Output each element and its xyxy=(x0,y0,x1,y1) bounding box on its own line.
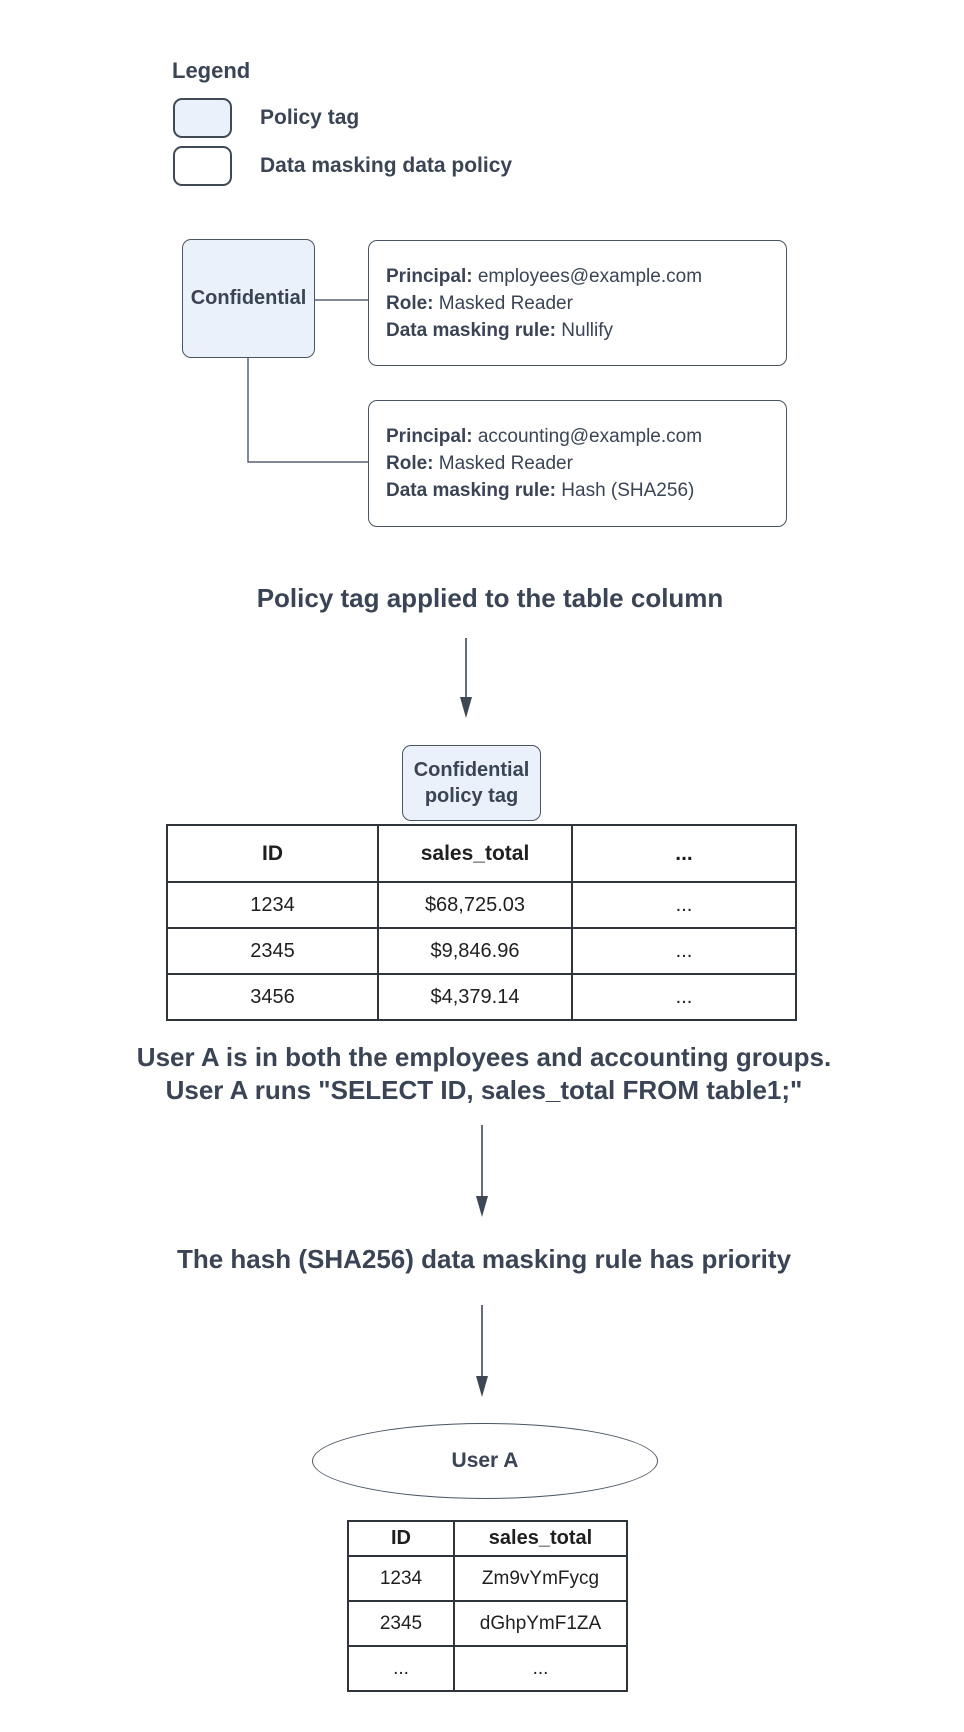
table-row: 2345 $9,846.96 ... xyxy=(167,928,796,974)
policy-masking-rule: Data masking rule: Hash (SHA256) xyxy=(386,480,695,501)
policy-tag-label: Confidential xyxy=(190,287,307,309)
table-row: 3456 $4,379.14 ... xyxy=(167,974,796,1020)
badge-line1: Confidential xyxy=(413,759,530,781)
policy-masking-rule: Data masking rule: Nullify xyxy=(386,319,614,341)
table-row: ... ... xyxy=(348,1646,627,1691)
result-table xyxy=(347,1520,628,1692)
col-id: ID xyxy=(167,825,378,882)
policy-role: Role: Masked Reader xyxy=(386,292,573,314)
arrow-down-2 xyxy=(476,1125,488,1217)
heading-user-line2: User A runs "SELECT ID, sales_total FROM table1;" xyxy=(165,1075,803,1105)
heading-hash-priority: The hash (SHA256) data masking rule has priority xyxy=(176,1244,792,1274)
table-row: 1234 $68,725.03 ... xyxy=(167,882,796,928)
policy-tag-node xyxy=(182,239,315,358)
policy-principal: Principal: employees@example.com xyxy=(386,265,703,287)
policy-role: Role: Masked Reader xyxy=(386,453,573,474)
connector-policy2 xyxy=(248,358,368,462)
legend-item-data-masking: Data masking data policy xyxy=(260,154,513,177)
confidential-policy-tag-badge xyxy=(402,745,541,821)
arrow-down-1 xyxy=(460,638,472,718)
masking-policy-node-accounting xyxy=(368,400,787,527)
policy-principal: Principal: accounting@example.com xyxy=(386,426,703,447)
legend-item-policy-tag: Policy tag xyxy=(260,106,360,129)
legend-title: Legend xyxy=(172,58,251,83)
col-id: ID xyxy=(348,1521,454,1556)
user-a-label: User A xyxy=(451,1449,519,1472)
table-row: 2345 dGhpYmF1ZA xyxy=(348,1601,627,1646)
data-masking-swatch xyxy=(173,146,232,186)
heading-user-a-groups xyxy=(2,1041,964,1107)
table-row: 1234 Zm9vYmFycg xyxy=(348,1556,627,1601)
col-ellipsis: ... xyxy=(572,825,796,882)
result-table-header xyxy=(348,1521,627,1556)
user-a-node xyxy=(312,1423,658,1499)
policy-tag-swatch xyxy=(173,98,232,138)
heading-user-line1: User A is in both the employees and accounting groups. xyxy=(136,1042,832,1072)
arrow-down-3 xyxy=(476,1305,488,1397)
col-sales-total: sales_total xyxy=(454,1521,627,1556)
source-table-header xyxy=(167,825,796,882)
masking-policy-node-employees xyxy=(368,240,787,366)
col-sales-total: sales_total xyxy=(378,825,572,882)
source-table xyxy=(166,824,797,1021)
heading-policy-tag-applied: Policy tag applied to the table column xyxy=(256,583,724,613)
badge-line2: policy tag xyxy=(424,785,519,807)
